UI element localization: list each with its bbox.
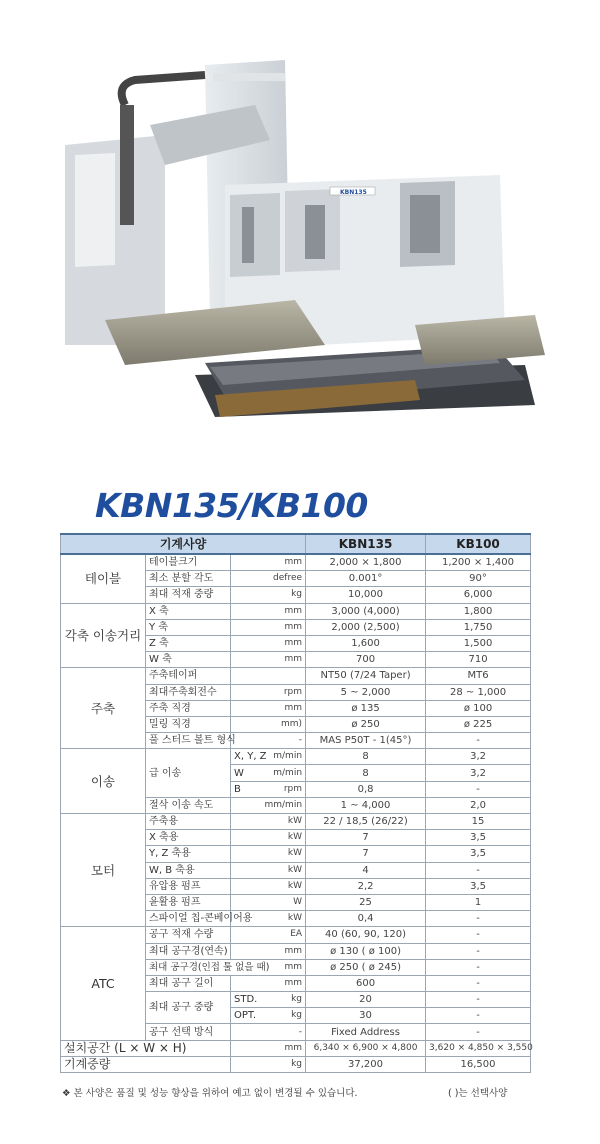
row-value-kb100: 3,5	[426, 878, 531, 894]
row-value-kbn135: 4	[306, 862, 426, 878]
row-item: 공구 적재 수량	[146, 927, 231, 943]
table-header-row	[61, 534, 531, 554]
row-item: 윤활용 펌프	[146, 894, 231, 910]
row-item: 풀 스터드 볼트 형식	[146, 733, 231, 749]
row-item: 주축테이퍼	[146, 668, 231, 684]
row-value-kb100: 1,750	[426, 619, 531, 635]
row-item: W 축	[146, 652, 231, 668]
row-unit: kW	[231, 911, 306, 927]
svg-text:KBN135: KBN135	[340, 189, 367, 196]
row-item: 유압용 펌프	[146, 878, 231, 894]
row-value-kb100: -	[426, 927, 531, 943]
row-unit: kg	[291, 1010, 303, 1021]
row-unit: kW	[231, 862, 306, 878]
row-item: 공구 선택 방식	[146, 1024, 231, 1040]
row-value-kb100: 710	[426, 652, 531, 668]
row-unit: kW	[231, 846, 306, 862]
row-item: X 축용	[146, 830, 231, 846]
row-value-kb100: 3,5	[426, 846, 531, 862]
row-sub-label: STD.	[234, 994, 258, 1006]
row-item: 스파이얼 칩-콘베이어용	[146, 911, 231, 927]
row-item: 절삭 이송 속도	[146, 797, 231, 813]
row-unit: EA	[231, 927, 306, 943]
row-value-kbn135: 7	[306, 830, 426, 846]
group-label-spindle: 주축	[61, 668, 146, 749]
table-row	[61, 749, 531, 765]
row-value-kb100: 15	[426, 814, 531, 830]
row-value-kbn135: 600	[306, 975, 426, 991]
row-item: 설치공간 (L × W × H)	[61, 1040, 231, 1056]
row-value-kb100: 28 ~ 1,000	[426, 684, 531, 700]
group-label-table: 테이블	[61, 554, 146, 603]
row-value-kbn135: 7	[306, 846, 426, 862]
row-unit	[231, 668, 306, 684]
row-value-kb100: -	[426, 943, 531, 959]
row-value-kb100: 3,5	[426, 830, 531, 846]
row-value-kbn135: 20	[306, 992, 426, 1008]
row-value-kb100: 3,2	[426, 765, 531, 781]
row-sub	[231, 781, 306, 797]
row-unit: mm	[231, 652, 306, 668]
row-item: 테이블크기	[146, 554, 231, 571]
row-value-kb100: 1,200 × 1,400	[426, 554, 531, 571]
row-item: Z 축	[146, 635, 231, 651]
row-sub-label: X, Y, Z	[234, 751, 267, 763]
row-item: Y, Z 축용	[146, 846, 231, 862]
row-value-kbn135: 22 / 18,5 (26/22)	[306, 814, 426, 830]
row-value-kb100: 3,620 × 4,850 × 3,550	[426, 1040, 531, 1056]
row-item-wide	[146, 959, 306, 975]
spec-change-note: ❖ 본 사양은 품질 및 성능 향상을 위하여 예고 없이 변경될 수 있습니다.	[62, 1088, 358, 1099]
row-value-kbn135: 0.001°	[306, 571, 426, 587]
row-value-kbn135: 10,000	[306, 587, 426, 603]
row-value-kb100: -	[426, 959, 531, 975]
row-unit: defree	[231, 571, 306, 587]
product-title: KBN135/KB100	[95, 486, 368, 525]
row-item: 최소 분할 각도	[146, 571, 231, 587]
row-unit: m/min	[273, 767, 303, 778]
row-item: 주축용	[146, 814, 231, 830]
header-spec: 기계사양	[61, 534, 306, 554]
row-unit: mm	[284, 961, 303, 972]
row-item: Y 축	[146, 619, 231, 635]
spec-table	[60, 533, 531, 1073]
row-value-kbn135: 30	[306, 1008, 426, 1024]
row-value-kbn135: MAS P50T - 1(45°)	[306, 733, 426, 749]
row-value-kb100: -	[426, 1024, 531, 1040]
row-unit: mm	[231, 603, 306, 619]
table-row	[61, 1056, 531, 1072]
row-value-kbn135: 3,000 (4,000)	[306, 603, 426, 619]
table-row	[61, 814, 531, 830]
row-value-kbn135: 0,4	[306, 911, 426, 927]
row-value-kbn135: 0,8	[306, 781, 426, 797]
group-label-motor: 모터	[61, 814, 146, 927]
row-unit: rpm	[231, 684, 306, 700]
row-value-kbn135: 2,000 × 1,800	[306, 554, 426, 571]
row-value-kbn135: ø 250 ( ø 245)	[306, 959, 426, 975]
row-unit: kg	[291, 994, 303, 1005]
row-unit: mm	[231, 619, 306, 635]
row-unit: mm	[231, 700, 306, 716]
row-value-kb100: -	[426, 862, 531, 878]
row-item: 최대주축회전수	[146, 684, 231, 700]
row-item: W, B 축용	[146, 862, 231, 878]
row-unit: W	[231, 894, 306, 910]
row-value-kb100: 1	[426, 894, 531, 910]
row-value-kbn135: ø 130 ( ø 100)	[306, 943, 426, 959]
row-value-kb100: -	[426, 992, 531, 1008]
row-item: 밀링 직경	[146, 716, 231, 732]
row-item: 주축 직경	[146, 700, 231, 716]
row-unit: mm	[231, 943, 306, 959]
row-value-kbn135: 37,200	[306, 1056, 426, 1072]
row-value-kbn135: 2,000 (2,500)	[306, 619, 426, 635]
option-note: ( )는 선택사양	[448, 1088, 508, 1099]
row-unit: m/min	[273, 751, 303, 762]
row-unit: mm	[231, 635, 306, 651]
row-item: 기계중량	[61, 1056, 231, 1072]
header-kbn135: KBN135	[306, 534, 426, 554]
row-item: 최대 적재 중량	[146, 587, 231, 603]
row-sub	[231, 992, 306, 1008]
rapid-feed-label: 급 이송	[146, 749, 231, 798]
row-sub-label: W	[234, 767, 244, 779]
row-value-kbn135: 6,340 × 6,900 × 4,800	[306, 1040, 426, 1056]
row-value-kbn135: ø 250	[306, 716, 426, 732]
row-value-kbn135: ø 135	[306, 700, 426, 716]
row-sub-label: OPT.	[234, 1010, 257, 1022]
row-value-kb100: MT6	[426, 668, 531, 684]
table-row	[61, 668, 531, 684]
table-row	[61, 927, 531, 943]
row-sub	[231, 765, 306, 781]
group-label-feed: 이송	[61, 749, 146, 814]
row-unit: -	[231, 733, 306, 749]
group-label-atc: ATC	[61, 927, 146, 1040]
row-unit: kW	[231, 830, 306, 846]
row-unit: mm)	[231, 716, 306, 732]
row-unit: mm	[231, 975, 306, 991]
row-value-kbn135: 25	[306, 894, 426, 910]
row-item: 최대 공구 길이	[146, 975, 231, 991]
row-value-kb100: 1,500	[426, 635, 531, 651]
group-label-axis-travel: 각축 이송거리	[61, 603, 146, 668]
row-value-kb100: 90°	[426, 571, 531, 587]
row-unit: -	[231, 1024, 306, 1040]
row-value-kbn135: 1,600	[306, 635, 426, 651]
row-value-kb100: -	[426, 911, 531, 927]
row-value-kbn135: 1 ~ 4,000	[306, 797, 426, 813]
table-row	[61, 554, 531, 571]
table-row	[61, 603, 531, 619]
row-value-kbn135: NT50 (7/24 Taper)	[306, 668, 426, 684]
row-value-kbn135: 5 ~ 2,000	[306, 684, 426, 700]
row-value-kb100: -	[426, 781, 531, 797]
row-value-kb100: 3,2	[426, 749, 531, 765]
row-value-kb100: 2,0	[426, 797, 531, 813]
row-value-kbn135: 700	[306, 652, 426, 668]
table-row	[61, 1040, 531, 1056]
row-item: 최대 공구경(연속)	[146, 943, 231, 959]
row-item-label: 최대 공구경(인접 툴 없을 때)	[149, 961, 270, 973]
row-unit: mm	[231, 554, 306, 571]
row-unit: kW	[231, 814, 306, 830]
row-value-kb100: 16,500	[426, 1056, 531, 1072]
machine-photo	[55, 45, 555, 435]
row-value-kb100: 1,800	[426, 603, 531, 619]
row-value-kbn135: 2,2	[306, 878, 426, 894]
row-item: X 축	[146, 603, 231, 619]
row-unit: kg	[231, 1056, 306, 1072]
row-unit: rpm	[283, 783, 303, 794]
tool-weight-label: 최대 공구 중량	[146, 992, 231, 1024]
row-unit: mm	[231, 1040, 306, 1056]
row-value-kbn135: 8	[306, 765, 426, 781]
row-unit: mm/min	[231, 797, 306, 813]
row-value-kb100: ø 100	[426, 700, 531, 716]
row-unit: kW	[231, 878, 306, 894]
row-unit: kg	[231, 587, 306, 603]
row-sub	[231, 1008, 306, 1024]
row-value-kbn135: 40 (60, 90, 120)	[306, 927, 426, 943]
row-value-kb100: ø 225	[426, 716, 531, 732]
row-sub-label: B	[234, 783, 241, 795]
row-value-kb100: 6,000	[426, 587, 531, 603]
row-value-kb100: -	[426, 975, 531, 991]
row-sub	[231, 749, 306, 765]
header-kb100: KB100	[426, 534, 531, 554]
row-value-kbn135: 8	[306, 749, 426, 765]
row-value-kb100: -	[426, 733, 531, 749]
row-value-kb100: -	[426, 1008, 531, 1024]
row-value-kbn135: Fixed Address	[306, 1024, 426, 1040]
